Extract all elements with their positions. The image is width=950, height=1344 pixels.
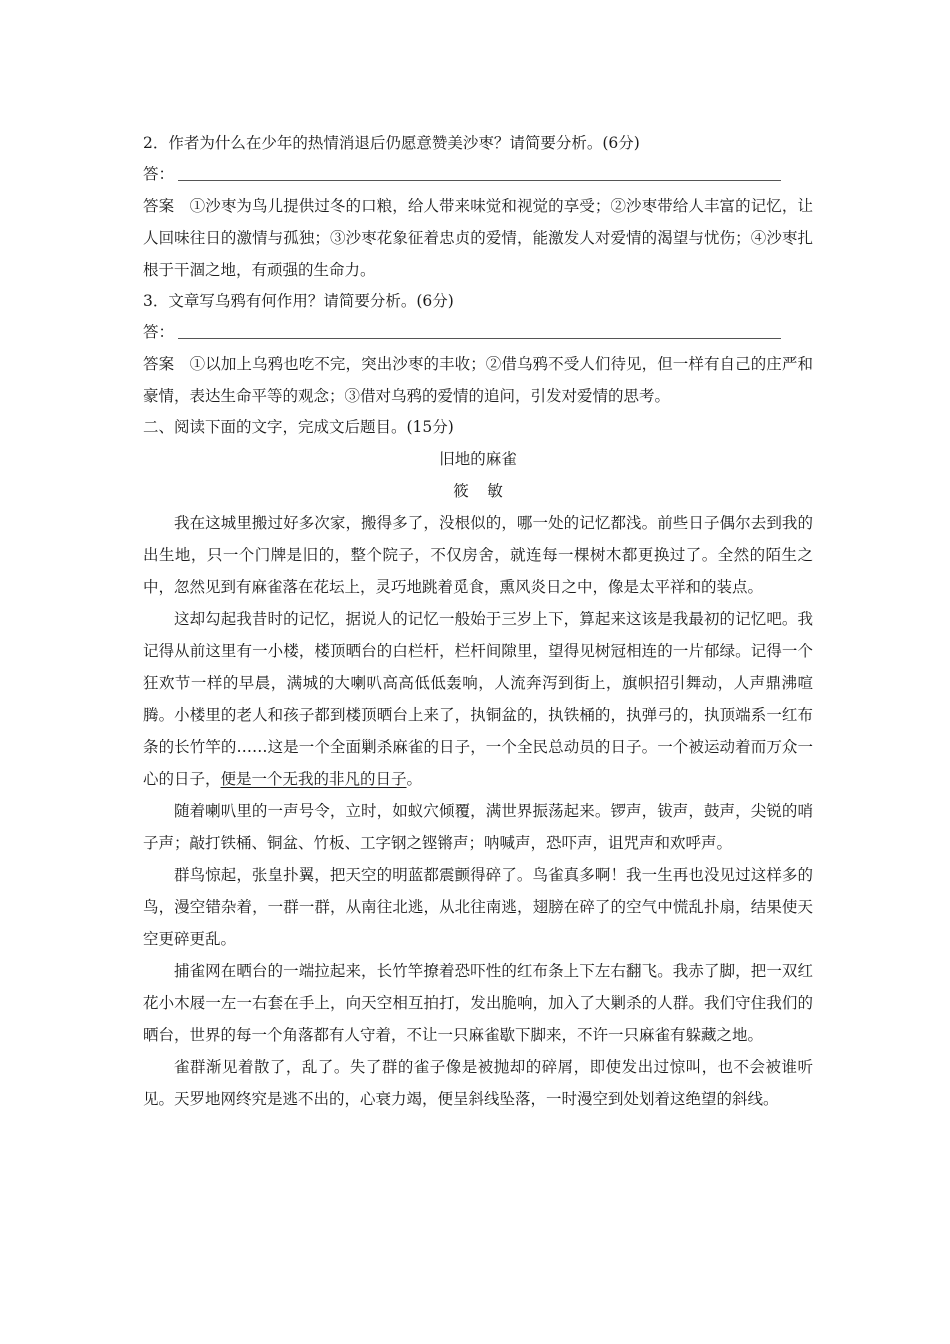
answer-rule-2 — [178, 179, 781, 181]
article-title: 旧地的麻雀 — [439, 450, 517, 468]
article-author — [143, 475, 813, 507]
article-paragraph-3: 随着喇叭里的一声号令，立时，如蚁穴倾覆，满世界振荡起来。锣声，钹声，鼓声，尖锐的哨子声；敲打铁桶、铜盆、竹板、工字钢之铿锵声；呐喊声，恐吓声，诅咒声和欢呼声。 — [143, 802, 813, 852]
answer-prompt-3: 答： — [143, 323, 175, 341]
section-heading: 二、阅读下面的文字，完成文后题目。(15分) — [143, 418, 454, 436]
paragraph-2-text: 这却勾起我昔时的记忆，据说人的记忆一般始于三岁上下，算起来这该是我最初的记忆吧。我记得从前这里有一小楼，楼顶晒台的白栏杆，栏杆间隙里，望得见树冠相连的一片郁绿。记得一个狂欢节一样的早晨，满城的大喇叭高高低低轰响，人流奔泻到街上，旗帜招引舞动，人声鼎沸喧腾。小楼里的老人和孩子都到楼顶晒台上来了，执铜盆的，执铁桶的，执弹弓的，执顶端系一红布条的长竹竿的……这是一个全面剿杀麻雀的日子，一个全民总动员的日子。一个被运动着而万众一心的日子， — [143, 610, 813, 788]
answer-prompt-2: 答： — [143, 165, 175, 183]
answer-label-3: 答案 — [143, 355, 175, 373]
answer-2 — [143, 190, 813, 286]
answer-text-2: ①沙枣为鸟儿提供过冬的口粮，给人带来味觉和视觉的享受；②沙枣带给人丰富的记忆，让人回味往日的激情与孤独；③沙枣花象征着忠贞的爱情，能激发人对爱情的渴望与忧伤；④沙枣扎根于干涸之地，有顽强的生命力。 — [143, 197, 813, 279]
answer-blank-3 — [143, 317, 813, 348]
author-name: 筱敏 — [453, 482, 522, 500]
article-paragraph-2 — [143, 603, 813, 795]
question-3: 3．文章写乌鸦有何作用？请简要分析。(6分) — [143, 292, 454, 310]
article-paragraph-1: 我在这城里搬过好多次家，搬得多了，没根似的，哪一处的记忆都浅。前些日子偶尔去到我的出生地，只一个门牌是旧的，整个院子，不仅房舍，就连每一棵树木都更换过了。全然的陌生之中，忽然见到有麻雀落在花坛上，灵巧地跳着觅食，熏风炎日之中，像是太平祥和的装点。 — [143, 514, 813, 596]
article-paragraph-5: 捕雀网在晒台的一端拉起来，长竹竿撩着恐吓性的红布条上下左右翻飞。我赤了脚，把一双红花小木屐一左一右套在手上，向天空相互拍打，发出脆响，加入了大剿杀的人群。我们守住我们的晒台，世界的每一个角落都有人守着，不让一只麻雀歇下脚来，不许一只麻雀有躲藏之地。 — [143, 962, 813, 1044]
answer-text-3: ①以加上乌鸦也吃不完，突出沙枣的丰收；②借乌鸦不受人们待见，但一样有自己的庄严和豪情，表达生命平等的观念；③借对乌鸦的爱情的追问，引发对爱情的思考。 — [143, 355, 813, 405]
paragraph-2-end: 。 — [406, 770, 423, 788]
answer-rule-3 — [178, 337, 781, 339]
article-paragraph-4: 群鸟惊起，张皇扑翼，把天空的明蓝都震颤得碎了。鸟雀真多啊！我一生再也没见过这样多的鸟，漫空错杂着，一群一群，从南往北逃，从北往南逃，翅膀在碎了的空气中慌乱扑扇，结果使天空更碎更乱。 — [143, 866, 813, 948]
question-2: 2．作者为什么在少年的热情消退后仍愿意赞美沙枣？请简要分析。(6分) — [143, 134, 640, 152]
answer-blank-2 — [143, 159, 813, 190]
answer-label-2: 答案 — [143, 197, 175, 215]
article-paragraph-6: 雀群渐见着散了，乱了。失了群的雀子像是被抛却的碎屑，即使发出过惊叫，也不会被谁听见。天罗地网终究是逃不出的，心衰力竭，便呈斜线坠落，一时漫空到处划着这绝望的斜线。 — [143, 1058, 813, 1108]
answer-3 — [143, 348, 813, 412]
underlined-phrase: 便是一个无我的非凡的日子 — [220, 770, 407, 788]
document-page — [143, 128, 813, 1115]
